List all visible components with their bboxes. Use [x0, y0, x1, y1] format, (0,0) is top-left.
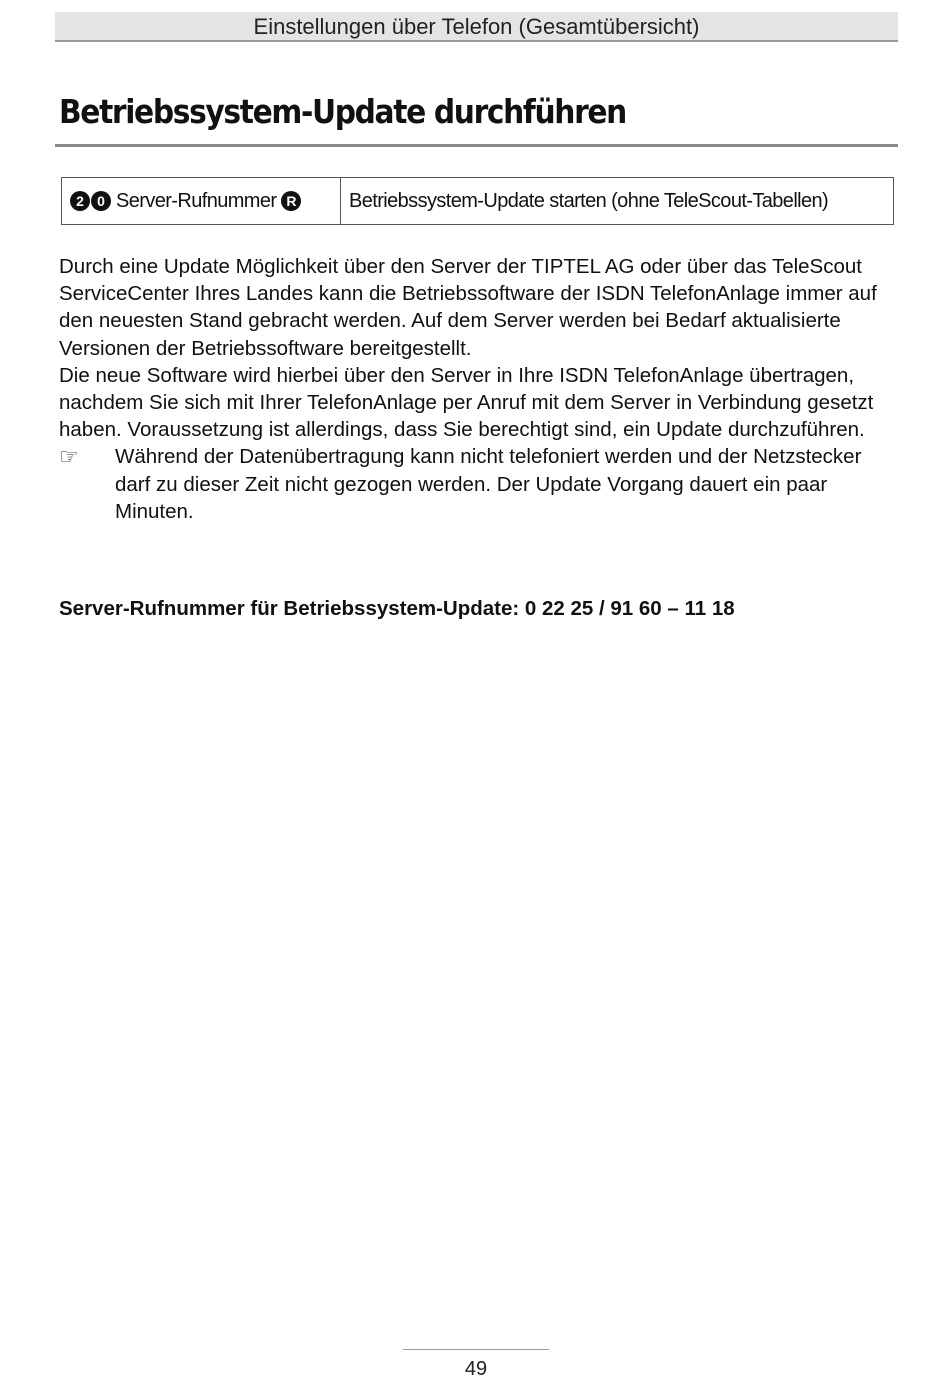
- server-number-line: Server-Rufnummer für Betriebssystem-Update: 0 22 25 / 91 60 – 11 18: [59, 597, 735, 620]
- running-header: Einstellungen über Telefon (Gesamtübersicht): [55, 12, 898, 42]
- title-divider: [55, 144, 898, 147]
- paragraph: Die neue Software wird hierbei über den Server in Ihre ISDN TelefonAnlage übertragen, nachdem Sie sich mit Ihrer TelefonAnlage per Anruf mit dem Server in Verbindung gesetzt haben. Voraussetzung ist allerdings, dass Sie berechtigt sind, ein Update durchzuführen.: [59, 363, 874, 442]
- command-keys-cell: [62, 178, 341, 224]
- key-2-icon: 2: [70, 191, 90, 211]
- note: [59, 443, 894, 525]
- key-r-icon: R: [281, 191, 301, 211]
- command-description: Betriebssystem-Update starten (ohne TeleScout-Tabellen): [349, 189, 829, 212]
- body-text: [59, 253, 894, 525]
- command-table: [61, 177, 894, 225]
- page-number: 49: [464, 1358, 488, 1380]
- command-label: Server-Rufnummer: [116, 189, 277, 212]
- key-sequence: [70, 191, 111, 211]
- paragraph: Durch eine Update Möglichkeit über den Server der TIPTEL AG oder über das TeleScout ServiceCenter Ihres Landes kann die Betriebssoftware der ISDN TelefonAnlage immer auf den neuesten Stand gebracht werden. Auf dem Server werden bei Bedarf aktualisierte Versionen der Betriebssoftware bereitgestellt.: [59, 255, 877, 360]
- note-text: Während der Datenübertragung kann nicht telefoniert werden und der Netzstecker darf zu dieser Zeit nicht gezogen werden. Der Update Vorgang dauert ein paar Minuten.: [115, 445, 862, 523]
- page-title: Betriebssystem-Update durchführen: [59, 92, 626, 131]
- key-0-icon: 0: [91, 191, 111, 211]
- footer-divider: [403, 1349, 549, 1350]
- pointing-hand-icon: ☞: [59, 444, 79, 470]
